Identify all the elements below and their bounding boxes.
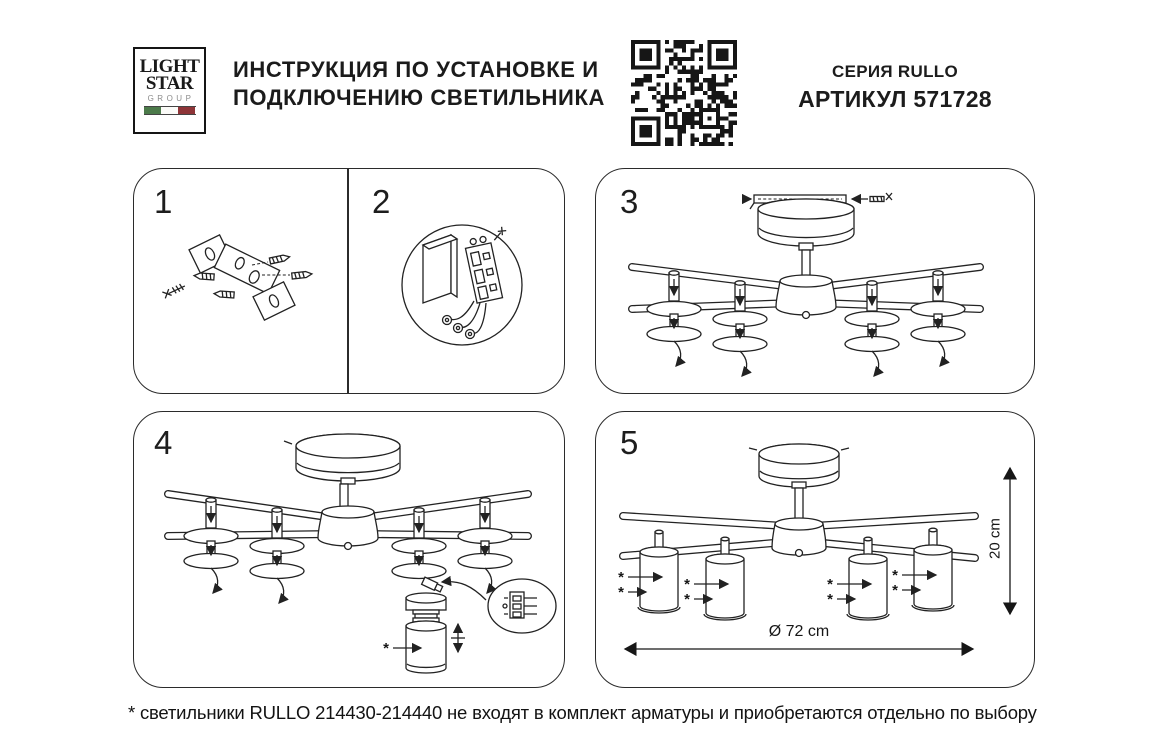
flag-white-stripe xyxy=(161,107,178,114)
central-hub xyxy=(776,275,836,319)
junction-box xyxy=(423,235,457,303)
qr-code xyxy=(628,40,740,146)
logo-word-light: LIGHT xyxy=(139,56,200,77)
step-number-3: 3 xyxy=(620,183,639,220)
svg-text:*: * xyxy=(684,591,690,608)
wiring-inset-drawing xyxy=(350,169,564,391)
series-label: СЕРИЯ RULLO xyxy=(832,62,958,81)
step-panel-1-2 xyxy=(133,168,565,394)
step-panel-4 xyxy=(133,411,565,688)
step-panel-3 xyxy=(595,168,1035,394)
series-block xyxy=(770,62,1020,113)
step-number-2: 2 xyxy=(372,183,391,220)
assembled-chandelier-drawing xyxy=(596,412,1032,685)
svg-text:*: * xyxy=(827,576,833,593)
ceiling-canopy xyxy=(749,444,849,522)
height-dimension-label: 20 cm xyxy=(986,518,1004,559)
bracket-drawing xyxy=(134,169,348,391)
screw xyxy=(852,193,892,202)
ceiling-canopy xyxy=(284,434,400,512)
asterisk-mark: * xyxy=(383,640,389,657)
svg-text:*: * xyxy=(618,569,624,586)
page-title xyxy=(233,56,605,112)
screw-icon xyxy=(162,282,186,298)
ceiling-canopy xyxy=(758,199,854,280)
step-number-4: 4 xyxy=(154,424,173,461)
flag-red-stripe xyxy=(178,107,195,114)
central-hub xyxy=(318,506,378,550)
diameter-dimension-label: Ø 72 cm xyxy=(768,623,830,640)
step-panel-5 xyxy=(595,411,1035,688)
lamp-detail xyxy=(383,593,465,673)
italian-flag xyxy=(144,106,196,115)
article-number: АРТИКУЛ 571728 xyxy=(798,86,992,112)
title-line-1: ИНСТРУКЦИЯ ПО УСТАНОВКЕ И xyxy=(233,57,599,82)
move-arrow xyxy=(451,624,465,652)
flag-green-stripe xyxy=(144,107,161,114)
svg-text:*: * xyxy=(618,584,624,601)
step-number-5: 5 xyxy=(620,424,639,461)
svg-text:*: * xyxy=(892,582,898,599)
footnote: * светильники RULLO 214430-214440 не входят в комплект арматуры и приобретаются отдельно по выбору xyxy=(128,702,1037,723)
svg-text:*: * xyxy=(827,591,833,608)
svg-text:*: * xyxy=(892,567,898,584)
step-number-1: 1 xyxy=(154,183,173,220)
logo-word-group: GROUP xyxy=(147,94,195,103)
logo-word-star: STAR xyxy=(145,73,194,94)
title-line-2: ПОДКЛЮЧЕНИЮ СВЕТИЛЬНИКА xyxy=(233,85,605,110)
chandelier-frame-drawing xyxy=(596,169,1032,391)
central-hub xyxy=(772,518,826,557)
lamp-mounting-drawing xyxy=(134,412,562,685)
lightstar-logo xyxy=(133,47,206,134)
svg-text:*: * xyxy=(684,576,690,593)
